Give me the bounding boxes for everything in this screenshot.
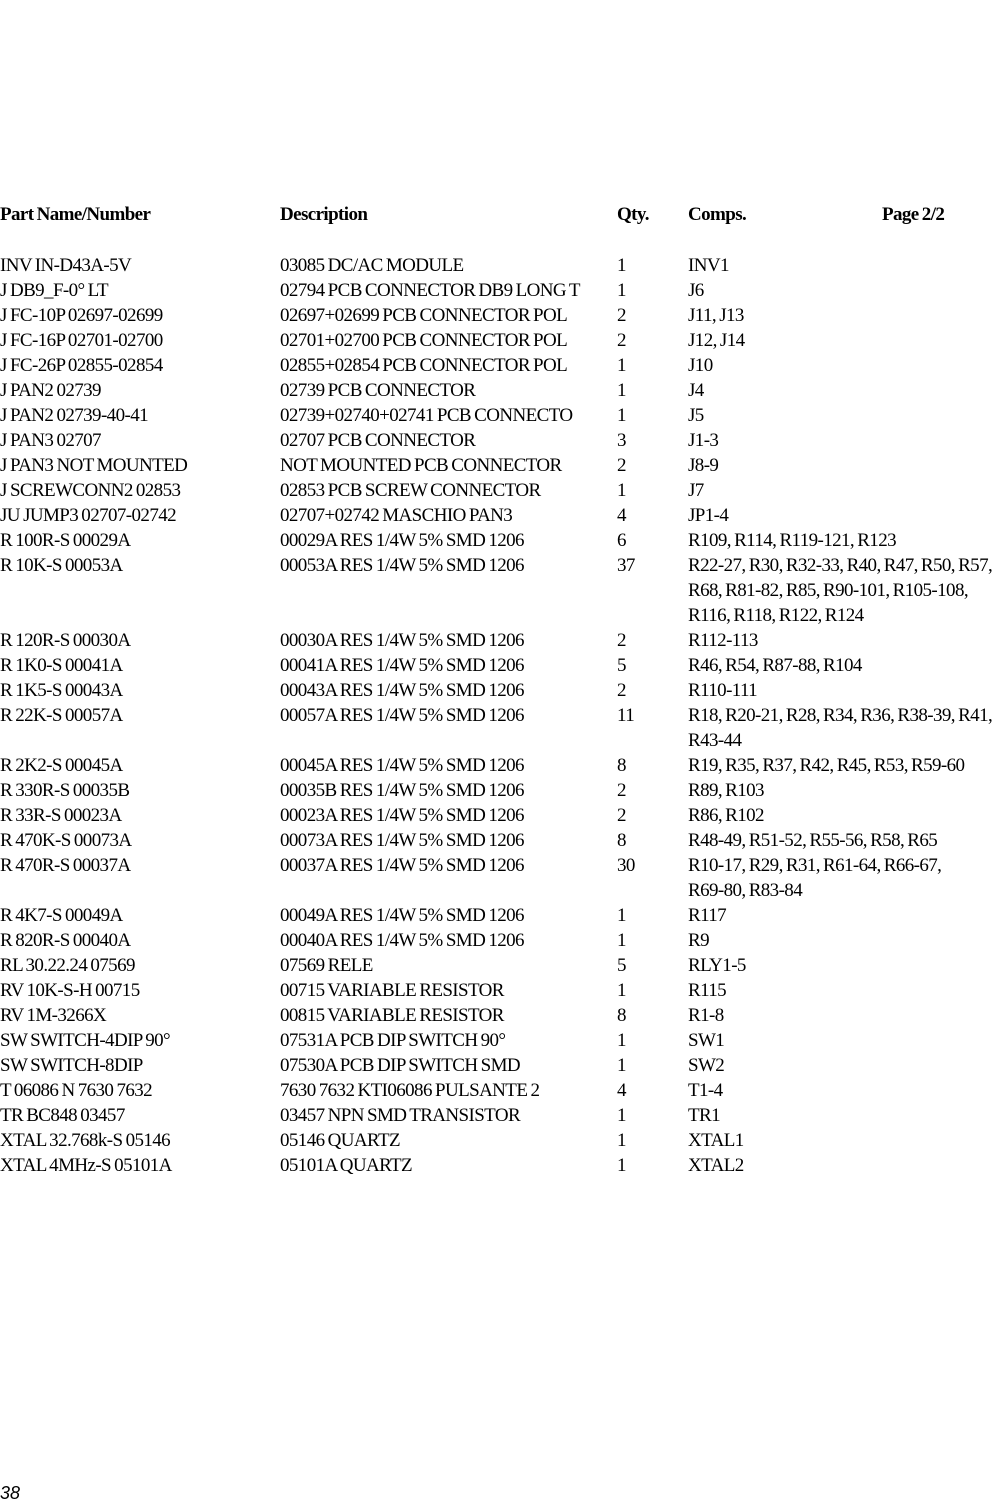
table-row <box>0 753 1004 778</box>
table-row <box>0 653 1004 678</box>
qty-cell: 5 <box>617 655 626 676</box>
part-name-cell: J FC-26P 02855-02854 <box>0 355 163 376</box>
table-row <box>0 1003 1004 1028</box>
description-cell: 07530A PCB DIP SWITCH SMD <box>280 1055 521 1076</box>
table-row <box>0 1153 1004 1178</box>
comps-cell <box>688 303 1004 328</box>
description-cell: 00073A RES 1/4W 5% SMD 1206 <box>280 830 524 851</box>
qty-cell: 1 <box>617 980 626 1001</box>
part-name-cell: INV IN-D43A-5V <box>0 255 132 276</box>
description-cell: 02739+02740+02741 PCB CONNECTO <box>280 405 573 426</box>
qty-cell: 11 <box>617 705 635 726</box>
qty-cell: 1 <box>617 1130 626 1151</box>
comps-cell <box>688 903 1004 928</box>
qty-cell: 1 <box>617 930 626 951</box>
qty-cell: 2 <box>617 305 626 326</box>
comps-line: R117 <box>688 905 727 926</box>
part-name-cell: J PAN3 02707 <box>0 430 101 451</box>
comps-line: R89, R103 <box>688 780 764 801</box>
comps-line: J10 <box>688 355 713 376</box>
table-row <box>0 703 1004 753</box>
table-row <box>0 853 1004 903</box>
description-cell: 00049A RES 1/4W 5% SMD 1206 <box>280 905 524 926</box>
part-name-cell: RV 1M-3266X <box>0 1005 107 1026</box>
qty-cell: 1 <box>617 380 626 401</box>
table-row <box>0 378 1004 403</box>
part-name-cell: J SCREWCONN2 02853 <box>0 480 181 501</box>
table-row <box>0 903 1004 928</box>
comps-line: R48-49, R51-52, R55-56, R58, R65 <box>688 830 938 851</box>
comps-cell <box>688 528 1004 553</box>
comps-line: R18, R20-21, R28, R34, R36, R38-39, R41, <box>688 705 993 726</box>
part-name-cell: R 33R-S 00023A <box>0 805 122 826</box>
comps-line: J1-3 <box>688 430 719 451</box>
table-row <box>0 828 1004 853</box>
comps-line: R110-111 <box>688 680 758 701</box>
qty-cell: 2 <box>617 455 626 476</box>
qty-cell: 2 <box>617 330 626 351</box>
part-name-cell: XTAL 4MHz-S 05101A <box>0 1155 172 1176</box>
description-cell: NOT MOUNTED PCB CONNECTOR <box>280 455 562 476</box>
comps-cell <box>688 453 1004 478</box>
description-cell: 03457 NPN SMD TRANSISTOR <box>280 1105 521 1126</box>
header-qty: Qty. <box>617 204 649 225</box>
header-comps: Comps. <box>688 204 747 225</box>
comps-line: R9 <box>688 930 709 951</box>
comps-cell <box>688 803 1004 828</box>
comps-line: R109, R114, R119-121, R123 <box>688 530 897 551</box>
description-cell: 05146 QUARTZ <box>280 1130 400 1151</box>
description-cell: 00037A RES 1/4W 5% SMD 1206 <box>280 855 524 876</box>
qty-cell: 1 <box>617 1055 626 1076</box>
comps-cell <box>688 978 1004 1003</box>
qty-cell: 30 <box>617 855 635 876</box>
qty-cell: 8 <box>617 755 626 776</box>
header-description: Description <box>280 204 368 225</box>
comps-cell <box>688 478 1004 503</box>
part-name-cell: R 100R-S 00029A <box>0 530 131 551</box>
comps-line: R116, R118, R122, R124 <box>688 605 864 626</box>
part-name-cell: R 820R-S 00040A <box>0 930 131 951</box>
part-name-cell: RL 30.22.24 07569 <box>0 955 135 976</box>
description-cell: 02707+02742 MASCHIO PAN3 <box>280 505 513 526</box>
description-cell: 03085 DC/AC MODULE <box>280 255 464 276</box>
part-name-cell: J PAN2 02739 <box>0 380 101 401</box>
description-cell: 02853 PCB SCREW CONNECTOR <box>280 480 541 501</box>
qty-cell: 1 <box>617 480 626 501</box>
comps-cell <box>688 703 1004 753</box>
table-row <box>0 253 1004 278</box>
part-name-cell: J DB9_F-0° LT <box>0 280 108 301</box>
comps-cell <box>688 1053 1004 1078</box>
description-cell: 05101A QUARTZ <box>280 1155 413 1176</box>
description-cell: 02701+02700 PCB CONNECTOR POL <box>280 330 568 351</box>
comps-line: J7 <box>688 480 704 501</box>
part-name-cell: TR BC848 03457 <box>0 1105 125 1126</box>
table-row <box>0 553 1004 628</box>
description-cell: 00815 VARIABLE RESISTOR <box>280 1005 504 1026</box>
table-row <box>0 1103 1004 1128</box>
part-name-cell: XTAL 32.768k-S 05146 <box>0 1130 171 1151</box>
part-name-cell: J FC-16P 02701-02700 <box>0 330 163 351</box>
qty-cell: 1 <box>617 280 626 301</box>
comps-line: R1-8 <box>688 1005 724 1026</box>
comps-line: JP1-4 <box>688 505 729 526</box>
comps-line: J11, J13 <box>688 305 744 326</box>
qty-cell: 4 <box>617 505 626 526</box>
comps-line: R22-27, R30, R32-33, R40, R47, R50, R57, <box>688 555 993 576</box>
table-row <box>0 1078 1004 1103</box>
qty-cell: 4 <box>617 1080 626 1101</box>
part-name-cell: R 1K5-S 00043A <box>0 680 123 701</box>
comps-cell <box>688 1128 1004 1153</box>
comps-line: R69-80, R83-84 <box>688 880 803 901</box>
page-indicator: Page 2/2 <box>882 204 945 225</box>
part-name-cell: J FC-10P 02697-02699 <box>0 305 163 326</box>
table-row <box>0 428 1004 453</box>
part-name-cell: R 120R-S 00030A <box>0 630 131 651</box>
comps-line: R19, R35, R37, R42, R45, R53, R59-60 <box>688 755 965 776</box>
description-cell: 02794 PCB CONNECTOR DB9 LONG T <box>280 280 580 301</box>
comps-cell <box>688 628 1004 653</box>
comps-line: RLY1-5 <box>688 955 746 976</box>
part-name-cell: SW SWITCH-8DIP <box>0 1055 143 1076</box>
table-row <box>0 1053 1004 1078</box>
description-cell: 00057A RES 1/4W 5% SMD 1206 <box>280 705 524 726</box>
part-name-cell: J PAN3 NOT MOUNTED <box>0 455 188 476</box>
comps-cell <box>688 378 1004 403</box>
part-name-cell: JU JUMP3 02707-02742 <box>0 505 177 526</box>
part-name-cell: J PAN2 02739-40-41 <box>0 405 149 426</box>
part-name-cell: R 330R-S 00035B <box>0 780 130 801</box>
comps-cell <box>688 1153 1004 1178</box>
table-row <box>0 778 1004 803</box>
table-row <box>0 503 1004 528</box>
comps-line: XTAL1 <box>688 1130 744 1151</box>
comps-line: J8-9 <box>688 455 719 476</box>
comps-cell <box>688 503 1004 528</box>
description-cell: 07531A PCB DIP SWITCH 90° <box>280 1030 506 1051</box>
part-name-cell: R 2K2-S 00045A <box>0 755 123 776</box>
comps-cell <box>688 1003 1004 1028</box>
qty-cell: 1 <box>617 1030 626 1051</box>
comps-line: J4 <box>688 380 704 401</box>
comps-line: XTAL2 <box>688 1155 744 1176</box>
qty-cell: 2 <box>617 805 626 826</box>
qty-cell: 1 <box>617 355 626 376</box>
description-cell: 00029A RES 1/4W 5% SMD 1206 <box>280 530 524 551</box>
comps-cell <box>688 753 1004 778</box>
comps-cell <box>688 678 1004 703</box>
part-name-cell: T 06086 N 7630 7632 <box>0 1080 153 1101</box>
comps-cell <box>688 828 1004 853</box>
description-cell: 02707 PCB CONNECTOR <box>280 430 476 451</box>
qty-cell: 6 <box>617 530 626 551</box>
table-header <box>0 203 1004 227</box>
comps-line: J12, J14 <box>688 330 745 351</box>
qty-cell: 1 <box>617 1155 626 1176</box>
comps-line: R86, R102 <box>688 805 764 826</box>
comps-line: R46, R54, R87-88, R104 <box>688 655 862 676</box>
comps-line: SW2 <box>688 1055 725 1076</box>
part-name-cell: R 4K7-S 00049A <box>0 905 123 926</box>
description-cell: 00043A RES 1/4W 5% SMD 1206 <box>280 680 524 701</box>
qty-cell: 2 <box>617 780 626 801</box>
parts-list <box>0 253 1004 1178</box>
comps-cell <box>688 403 1004 428</box>
table-row <box>0 478 1004 503</box>
part-name-cell: R 1K0-S 00041A <box>0 655 123 676</box>
table-row <box>0 353 1004 378</box>
qty-cell: 1 <box>617 905 626 926</box>
comps-line: R68, R81-82, R85, R90-101, R105-108, <box>688 580 968 601</box>
comps-cell <box>688 553 1004 628</box>
comps-cell <box>688 1028 1004 1053</box>
qty-cell: 8 <box>617 1005 626 1026</box>
table-row <box>0 453 1004 478</box>
comps-cell <box>688 1078 1004 1103</box>
table-row <box>0 278 1004 303</box>
comps-cell <box>688 1103 1004 1128</box>
table-row <box>0 403 1004 428</box>
comps-line: TR1 <box>688 1105 720 1126</box>
comps-line: T1-4 <box>688 1080 723 1101</box>
description-cell: 00030A RES 1/4W 5% SMD 1206 <box>280 630 524 651</box>
table-row <box>0 303 1004 328</box>
part-name-cell: R 22K-S 00057A <box>0 705 123 726</box>
qty-cell: 2 <box>617 680 626 701</box>
table-row <box>0 953 1004 978</box>
comps-line: R10-17, R29, R31, R61-64, R66-67, <box>688 855 942 876</box>
comps-cell <box>688 278 1004 303</box>
header-part-name: Part Name/Number <box>0 204 151 225</box>
comps-line: R115 <box>688 980 727 1001</box>
table-row <box>0 628 1004 653</box>
description-cell: 07569 RELE <box>280 955 373 976</box>
table-row <box>0 528 1004 553</box>
comps-cell <box>688 928 1004 953</box>
comps-line: SW1 <box>688 1030 725 1051</box>
part-name-cell: R 470K-S 00073A <box>0 830 132 851</box>
comps-cell <box>688 428 1004 453</box>
description-cell: 02697+02699 PCB CONNECTOR POL <box>280 305 568 326</box>
table-row <box>0 1128 1004 1153</box>
comps-cell <box>688 253 1004 278</box>
comps-line: R43-44 <box>688 730 742 751</box>
description-cell: 02739 PCB CONNECTOR <box>280 380 476 401</box>
description-cell: 00040A RES 1/4W 5% SMD 1206 <box>280 930 524 951</box>
table-row <box>0 678 1004 703</box>
comps-cell <box>688 853 1004 903</box>
description-cell: 02855+02854 PCB CONNECTOR POL <box>280 355 568 376</box>
comps-cell <box>688 653 1004 678</box>
table-row <box>0 928 1004 953</box>
description-cell: 00045A RES 1/4W 5% SMD 1206 <box>280 755 524 776</box>
page-number: 38 <box>0 1483 21 1503</box>
qty-cell: 5 <box>617 955 626 976</box>
qty-cell: 8 <box>617 830 626 851</box>
table-row <box>0 978 1004 1003</box>
part-name-cell: RV 10K-S-H 00715 <box>0 980 140 1001</box>
table-row <box>0 328 1004 353</box>
part-name-cell: R 10K-S 00053A <box>0 555 123 576</box>
part-name-cell: SW SWITCH-4DIP 90° <box>0 1030 171 1051</box>
comps-line: J6 <box>688 280 704 301</box>
qty-cell: 2 <box>617 630 626 651</box>
description-cell: 00053A RES 1/4W 5% SMD 1206 <box>280 555 524 576</box>
comps-cell <box>688 328 1004 353</box>
comps-line: R112-113 <box>688 630 758 651</box>
comps-cell <box>688 353 1004 378</box>
comps-line: INV1 <box>688 255 729 276</box>
table-row <box>0 803 1004 828</box>
comps-cell <box>688 778 1004 803</box>
table-row <box>0 1028 1004 1053</box>
qty-cell: 3 <box>617 430 626 451</box>
description-cell: 00023A RES 1/4W 5% SMD 1206 <box>280 805 524 826</box>
description-cell: 00035B RES 1/4W 5% SMD 1206 <box>280 780 524 801</box>
description-cell: 00041A RES 1/4W 5% SMD 1206 <box>280 655 524 676</box>
description-cell: 00715 VARIABLE RESISTOR <box>280 980 504 1001</box>
qty-cell: 1 <box>617 255 626 276</box>
qty-cell: 1 <box>617 1105 626 1126</box>
comps-line: J5 <box>688 405 704 426</box>
comps-cell <box>688 953 1004 978</box>
description-cell: 7630 7632 KTI06086 PULSANTE 2 <box>280 1080 540 1101</box>
part-name-cell: R 470R-S 00037A <box>0 855 131 876</box>
qty-cell: 37 <box>617 555 635 576</box>
qty-cell: 1 <box>617 405 626 426</box>
